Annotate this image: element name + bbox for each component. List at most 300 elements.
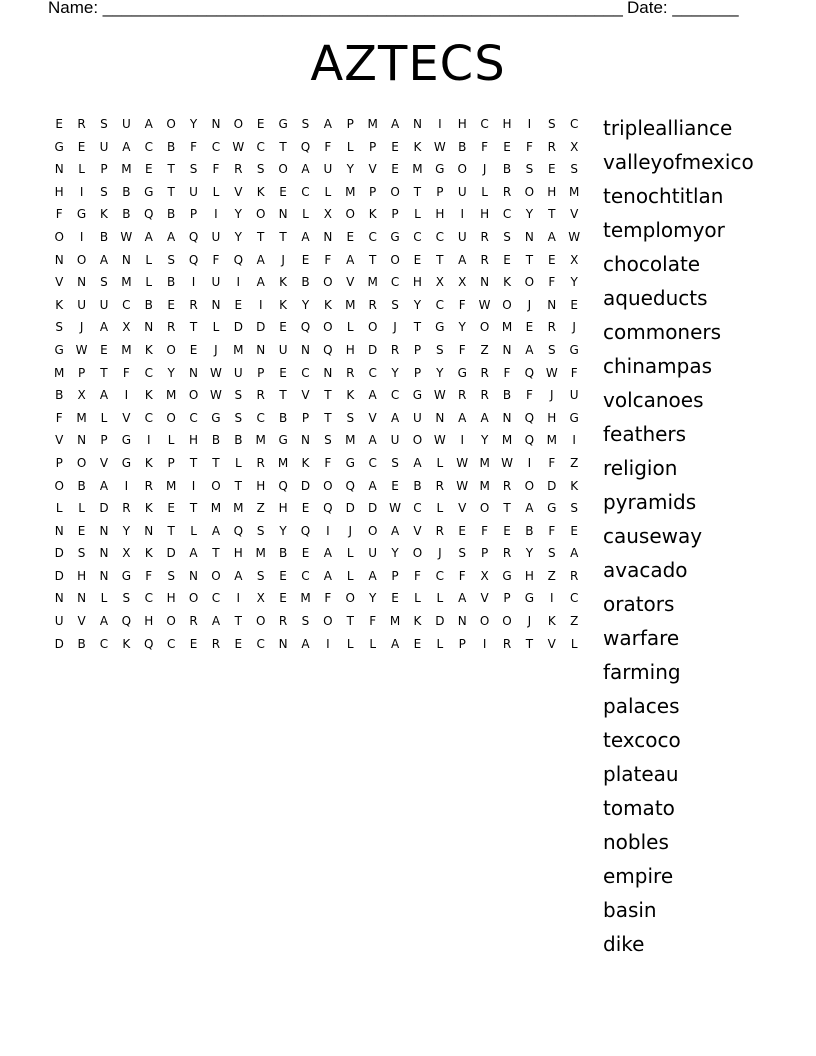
grid-letter: L [212,320,220,335]
grid-letter: S [256,568,265,583]
grid-letter: I [79,184,84,199]
grid-letter: S [436,342,444,357]
grid-letter: R [390,342,400,357]
grid-letter: X [570,252,579,267]
grid-letter: B [167,139,176,154]
grid-letter: M [501,320,513,335]
grid-letter: H [144,614,154,629]
grid-letter: L [212,184,220,199]
grid-letter: H [256,478,266,493]
grid-letter: J [348,523,353,538]
grid-letter: E [279,591,287,606]
grid-letter: N [54,252,64,267]
grid-letter: T [525,252,534,267]
grid-letter: A [99,478,109,493]
grid-letter: A [570,546,579,561]
grid-letter: M [277,455,289,470]
grid-letter: B [301,275,310,290]
grid-letter: C [480,117,489,131]
word-list-item: dike [603,932,645,956]
grid-letter: W [456,455,469,470]
grid-letter: O [367,320,378,335]
grid-letter: A [323,568,332,583]
grid-letter: A [323,117,332,131]
grid-letter: O [211,478,221,493]
grid-letter: N [144,523,154,538]
grid-letter: F [525,139,533,154]
grid-letter: O [323,478,333,493]
grid-letter: C [256,636,265,651]
grid-letter: B [167,275,176,290]
grid-letter: M [479,478,490,493]
grid-letter: Q [144,207,154,222]
grid-letter: P [391,568,399,583]
grid-letter: H [547,410,557,425]
grid-letter: Q [524,365,535,380]
grid-letter: M [233,501,244,516]
grid-letter: R [547,320,556,335]
grid-letter: N [435,410,445,425]
grid-letter: K [368,207,377,222]
grid-letter: K [144,501,153,516]
grid-letter: B [502,388,512,403]
grid-letter: F [458,297,466,312]
grid-letter: L [78,162,85,177]
word-list-item: religion [603,456,678,480]
grid-letter: G [54,139,64,154]
grid-letter: N [323,229,333,244]
grid-letter: O [412,546,423,561]
grid-letter: T [503,501,511,516]
grid-letter: B [413,478,422,493]
grid-letter: U [211,275,221,290]
grid-letter: B [122,184,131,199]
grid-letter: M [210,501,222,516]
grid-letter: I [124,478,129,493]
grid-letter: P [77,365,86,380]
grid-letter: P [100,162,108,177]
word-list-item: plateau [603,762,679,786]
grid-letter: I [79,229,84,244]
grid-letter: V [368,410,377,425]
name-line: Name: _______________________________________________________ [48,0,623,17]
grid-letter: V [346,275,355,290]
grid-letter: C [301,365,310,380]
grid-letter: T [189,320,198,335]
grid-letter: I [482,636,487,651]
grid-letter: L [481,184,488,199]
word-list-item: empire [603,864,674,888]
grid-letter: N [77,275,87,290]
grid-letter: V [55,275,64,290]
grid-letter: O [367,523,378,538]
grid-letter: N [256,342,266,357]
grid-letter: B [525,523,534,538]
grid-letter: D [99,501,109,516]
grid-letter: H [345,342,355,357]
grid-letter: T [234,614,242,629]
grid-letter: K [144,388,153,403]
grid-letter: L [436,591,444,606]
grid-letter: R [368,297,377,312]
grid-letter: W [209,388,222,403]
grid-letter: N [189,568,199,583]
grid-letter: A [144,229,153,244]
grid-letter: L [346,636,354,651]
grid-letter: B [502,162,512,177]
grid-letter: T [324,410,332,425]
grid-letter: U [54,614,64,629]
grid-letter: S [301,614,310,629]
grid-letter: A [211,523,221,538]
grid-letter: O [188,591,199,606]
grid-letter: E [77,523,86,538]
grid-letter: G [278,117,288,131]
grid-letter: N [77,433,87,448]
grid-letter: A [368,433,377,448]
grid-letter: C [301,184,310,199]
grid-letter: U [457,184,467,199]
grid-letter: N [99,546,109,561]
grid-letter: F [122,365,130,380]
grid-letter: C [256,410,265,425]
grid-letter: E [346,229,355,244]
grid-letter: P [346,117,354,131]
grid-letter: K [100,207,108,222]
grid-letter: G [121,568,132,583]
grid-letter: H [233,546,243,561]
grid-letter: S [100,275,108,290]
grid-letter: N [54,523,64,538]
date-line: Date: _______ [627,0,739,17]
grid-letter: M [367,117,378,131]
grid-letter: F [324,455,332,470]
grid-letter: M [389,614,401,629]
grid-letter: U [323,162,333,177]
grid-letter: S [189,162,198,177]
grid-letter: S [346,410,355,425]
grid-letter: N [547,297,557,312]
grid-letter: K [144,546,153,561]
word-list-item: aqueducts [603,286,708,310]
grid-letter: A [390,636,400,651]
word-list-item: palaces [603,694,680,718]
grid-letter: F [324,139,332,154]
grid-letter: V [99,455,109,470]
grid-letter: O [166,342,176,357]
grid-letter: U [278,342,288,357]
grid-letter: R [144,478,153,493]
grid-letter: E [167,501,175,516]
grid-letter: W [389,501,401,516]
grid-letter: W [501,455,513,470]
grid-letter: R [480,252,489,267]
grid-letter: F [190,139,197,154]
grid-letter: M [300,591,311,606]
grid-letter: G [524,591,535,606]
grid-letter: S [547,546,556,561]
grid-letter: G [144,184,154,199]
grid-letter: B [55,388,64,403]
grid-letter: H [457,117,467,131]
grid-letter: C [144,365,153,380]
grid-letter: N [99,523,109,538]
grid-letter: A [211,614,221,629]
grid-letter: Q [188,252,199,267]
grid-letter: W [209,365,222,380]
grid-letter: V [570,207,579,222]
grid-letter: N [457,614,467,629]
grid-letter: A [525,501,534,516]
grid-letter: V [368,162,377,177]
grid-letter: Y [189,117,198,131]
word-list [603,111,754,961]
grid-letter: R [502,636,512,651]
grid-letter: O [166,410,176,425]
grid-letter: S [256,162,265,177]
grid-letter: C [166,636,176,651]
grid-letter: K [256,184,265,199]
grid-letter: E [413,252,422,267]
grid-letter: L [167,433,175,448]
grid-letter: A [167,229,176,244]
grid-letter: O [188,388,199,403]
grid-letter: B [99,229,109,244]
grid-letter: O [323,320,333,335]
grid-letter: Q [323,342,333,357]
grid-letter: P [503,591,511,606]
grid-letter: D [547,478,557,493]
grid-letter: S [100,184,108,199]
grid-letter: Q [188,229,199,244]
grid-letter: E [279,320,287,335]
grid-letter: W [232,139,245,154]
grid-letter: M [54,365,65,380]
grid-letter: L [234,455,242,470]
grid-letter: A [390,117,400,131]
grid-letter: F [413,568,421,583]
grid-letter: H [480,207,490,222]
grid-letter: F [548,455,556,470]
grid-letter: O [54,229,64,244]
grid-letter: K [144,455,153,470]
grid-letter: S [167,252,175,267]
grid-letter: F [570,365,578,380]
grid-letter: A [547,229,556,244]
grid-letter: A [301,636,310,651]
grid-letter: J [438,546,442,561]
grid-letter: Y [413,297,422,312]
grid-letter: N [278,207,288,222]
grid-letter: R [435,523,444,538]
grid-letter: L [100,410,108,425]
grid-letter: Y [122,523,131,538]
grid-letter: X [122,320,131,335]
grid-letter: V [122,410,131,425]
grid-letter: J [482,162,487,177]
grid-letter: E [547,252,556,267]
grid-letter: R [166,320,176,335]
word-list-item: commoners [603,320,722,344]
grid-letter: U [457,229,467,244]
grid-letter: F [481,139,489,154]
grid-letter: H [54,184,64,199]
grid-letter: I [236,275,241,290]
grid-letter: A [346,252,355,267]
word-list-item: texcoco [603,728,681,752]
grid-letter: E [234,297,243,312]
grid-letter: Y [525,546,534,561]
grid-letter: L [346,139,354,154]
grid-letter: I [460,207,464,222]
grid-letter: W [456,478,469,493]
grid-letter: I [550,591,554,606]
grid-letter: R [278,614,288,629]
grid-letter: V [234,184,243,199]
grid-letter: K [503,275,511,290]
grid-letter: Y [436,365,444,380]
grid-letter: N [77,591,87,606]
grid-letter: O [76,252,87,267]
grid-letter: D [54,546,64,561]
grid-letter: F [324,591,332,606]
grid-letter: F [324,252,332,267]
grid-letter: G [569,410,579,425]
grid-letter: W [568,229,581,244]
grid-letter: O [255,614,266,629]
grid-letter: X [256,591,265,606]
grid-letter: S [167,568,175,583]
grid-letter: R [570,568,579,583]
grid-letter: V [547,636,556,651]
grid-letter: E [413,636,422,651]
grid-letter: D [300,478,311,493]
word-list-item: templomyor [603,218,725,242]
grid-letter: E [256,117,265,131]
grid-letter: F [55,410,63,425]
grid-letter: M [569,184,580,199]
grid-letter: C [368,365,377,380]
grid-letter: K [301,455,310,470]
grid-letter: S [324,433,332,448]
grid-letter: A [189,546,198,561]
grid-letter: N [211,117,221,131]
grid-letter: C [435,229,445,244]
grid-letter: D [435,614,445,629]
grid-letter: A [256,275,265,290]
grid-letter: U [99,297,109,312]
grid-letter: V [413,523,422,538]
grid-letter: G [457,365,467,380]
grid-letter: T [279,139,287,154]
grid-letter: F [548,275,556,290]
grid-letter: Q [233,523,244,538]
grid-letter: A [256,252,265,267]
grid-letter: D [54,568,64,583]
grid-letter: M [479,455,490,470]
grid-letter: L [346,320,354,335]
grid-letter: Y [346,162,354,177]
grid-letter: I [236,591,241,606]
grid-letter: E [279,184,287,199]
grid-letter: E [167,297,175,312]
grid-letter: B [77,636,86,651]
grid-letter: D [368,342,378,357]
grid-letter: T [212,546,220,561]
grid-letter: L [100,591,108,606]
grid-letter: O [524,275,535,290]
grid-letter: V [458,501,467,516]
grid-letter: B [278,410,288,425]
grid-letter: Y [391,546,399,561]
grid-letter: R [502,478,512,493]
grid-letter: M [121,342,132,357]
grid-letter: A [99,388,109,403]
grid-letter: O [479,614,490,629]
grid-letter: A [99,614,109,629]
grid-letter: A [480,410,489,425]
grid-letter: O [166,117,176,131]
grid-letter: G [435,320,445,335]
grid-letter: W [75,342,88,357]
grid-letter: N [480,275,490,290]
grid-letter: E [301,546,310,561]
grid-letter: O [255,207,266,222]
grid-letter: O [76,455,87,470]
grid-letter: G [502,568,512,583]
grid-letter: M [121,162,132,177]
word-list-item: chinampas [603,354,713,378]
grid-letter: R [480,229,489,244]
grid-letter: I [572,433,576,448]
grid-letter: A [390,410,400,425]
grid-letter: I [124,388,129,403]
grid-letter: T [167,162,175,177]
word-list-item: volcanoes [603,388,704,412]
grid-letter: D [368,501,378,516]
grid-letter: Q [345,478,355,493]
grid-letter: O [278,162,288,177]
grid-letter: K [279,275,288,290]
grid-letter: O [323,275,333,290]
grid-letter: P [458,636,466,651]
grid-letter: U [390,433,400,448]
grid-letter: N [54,162,64,177]
word-list-item: causeway [603,524,703,548]
grid-letter: Q [144,636,154,651]
word-list-item: feathers [603,422,687,446]
grid-letter: E [458,523,467,538]
grid-letter: T [324,388,332,403]
grid-letter: P [369,184,377,199]
grid-letter: F [548,523,556,538]
grid-letter: M [546,433,557,448]
grid-letter: K [55,297,64,312]
word-list-item: triplealliance [603,116,733,140]
grid-letter: D [54,636,64,651]
grid-letter: X [570,139,579,154]
grid-letter: R [480,388,489,403]
grid-letter: L [369,636,376,651]
grid-letter: O [412,433,423,448]
grid-letter: L [78,501,85,516]
grid-letter: M [121,275,132,290]
grid-letter: I [527,117,532,131]
grid-letter: R [547,139,556,154]
grid-letter: I [258,297,263,312]
grid-letter: K [346,388,355,403]
grid-letter: L [145,275,153,290]
